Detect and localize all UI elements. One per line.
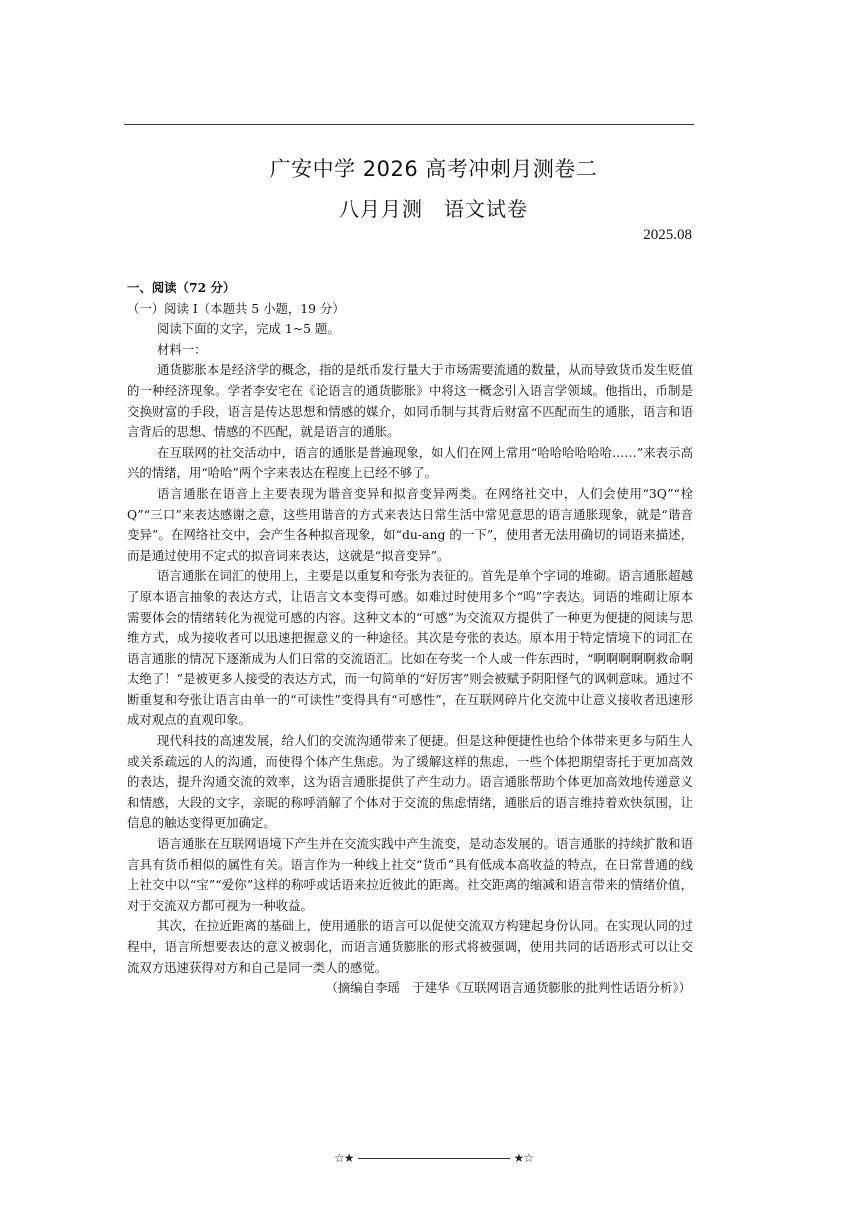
source-citation: （摘编自李瑶 于建华《互联网语言通货膨胀的批判性话语分析》） (325, 980, 691, 996)
reading-section (127, 278, 693, 999)
star-icon: ☆★ (333, 1151, 354, 1165)
page-footer (0, 1151, 867, 1165)
star-icon: ★☆ (513, 1151, 534, 1165)
paragraph: 通货膨胀本是经济学的概念，指的是纸币发行量大于市场需要流通的数量，从而导致货币发生贬值的一种经济现象。学者李安宅在《论语言的通货膨胀》中将这一概念引入语言学领域。他指出，币制是交换财富的手段，语言是传达思想和情感的媒介，如同币制与其背后财富不匹配而生的通胀，语言和语言背后的思想、情感的不匹配，就是语言的通胀。 (127, 362, 693, 440)
header-rule (124, 124, 694, 125)
paragraph: 现代科技的高速发展，给人们的交流沟通带来了便捷。但是这种便捷性也给个体带来更多与陌生人或关系疏远的人的沟通，而使得个体产生焦虑。为了缓解这样的焦虑，一些个体把期望寄托于更加高效的表达，提升沟通交流的效率，这为语言通胀提供了产生动力。语言通胀帮助个体更加高效地传递意义和情感，大段的文字，亲昵的称呼消解了个体对于交流的焦虑情绪，通胀后的语言维持着欢快氛围，让信息的触达变得更加确定。 (127, 733, 693, 831)
instruction: 阅读下面的文字，完成 1~5 题。 (157, 321, 340, 337)
section-heading: 一、阅读（72 分） (127, 280, 236, 295)
part-heading: （一）阅读 I（本题共 5 小题，19 分） (127, 300, 345, 316)
paragraph: 语言通胀在互联网语境下产生并在交流实践中产生流变，是动态发展的。语言通胀的持续扩散和语言具有货币相似的属性有关。语言作为一种线上社交“货币”具有低成本高收益的特点，在日常普通的线上社交中以“宝”“爱你”这样的称呼或话语来拉近彼此的距离。社交距离的缩减和语言带来的情绪价值，对于交流双方都可视为一种收益。 (127, 836, 693, 913)
exam-date: 2025.08 (643, 227, 692, 243)
paragraph: 语言通胀在语音上主要表现为谐音变异和拟音变异两类。在网络社交中，人们会使用“3Q”“栓 Q”“三口”来表达感谢之意，这些用谐音的方式来表达日常生活中常见意思的语言通胀现象，就是“谐音变异”。在网络社交中，会产生各种拟音现象，如“du-ang 的一下”，使用者无法用确切的词语来描述，而是通过使用不定式的拟音词来表达，这就是“拟音变异”。 (127, 485, 693, 563)
paragraph: 语言通胀在词汇的使用上，主要是以重复和夸张为表征的。首先是单个字词的堆砌。语言通胀超越了原本语言抽象的表达方式，让语言文本变得可感。如难过时使用多个“呜”字表达。词语的堆砌让原本需要体会的情绪转化为视觉可感的内容。这种文本的“可感”为交流双方提供了一种更为便捷的阅读与思维方式，成为接收者可以迅速把握意义的一种途径。其次是夸张的表达。原本用于特定情境下的词汇在语言通胀的情况下逐渐成为人们日常的交流语汇。比如在夸奖一个人或一件东西时，“啊啊啊啊啊救命啊太绝了！”是被更多人接受的表达方式，而一句简单的“好厉害”则会被赋予阴阳怪气的讽刺意味。通过不断重复和夸张让语言由单一的“可读性”变得具有“可感性”，在互联网碎片化交流中让意义接收者迅速形成对观点的直观印象。 (127, 568, 693, 728)
paragraph: 在互联网的社交活动中，语言的通胀是普遍现象，如人们在网上常用“哈哈哈哈哈哈……”来表示高兴的情绪，用“哈哈”两个字来表达在程度上已经不够了。 (127, 444, 693, 481)
material-label: 材料一： (157, 341, 207, 357)
exam-title: 广安中学 2026 高考冲刺月测卷二 (269, 157, 598, 181)
footer-divider (358, 1158, 510, 1159)
exam-subtitle: 八月月测 语文试卷 (339, 197, 528, 221)
paragraph: 其次，在拉近距离的基础上，使用通胀的语言可以促使交流双方构建起身份认同。在实现认同的过程中，语言所想要表达的意义被弱化，而语言通货膨胀的形式将被强调，使用共同的话语形式可以让交流双方迅速获得对方和自己是同一类人的感觉。 (127, 918, 693, 975)
